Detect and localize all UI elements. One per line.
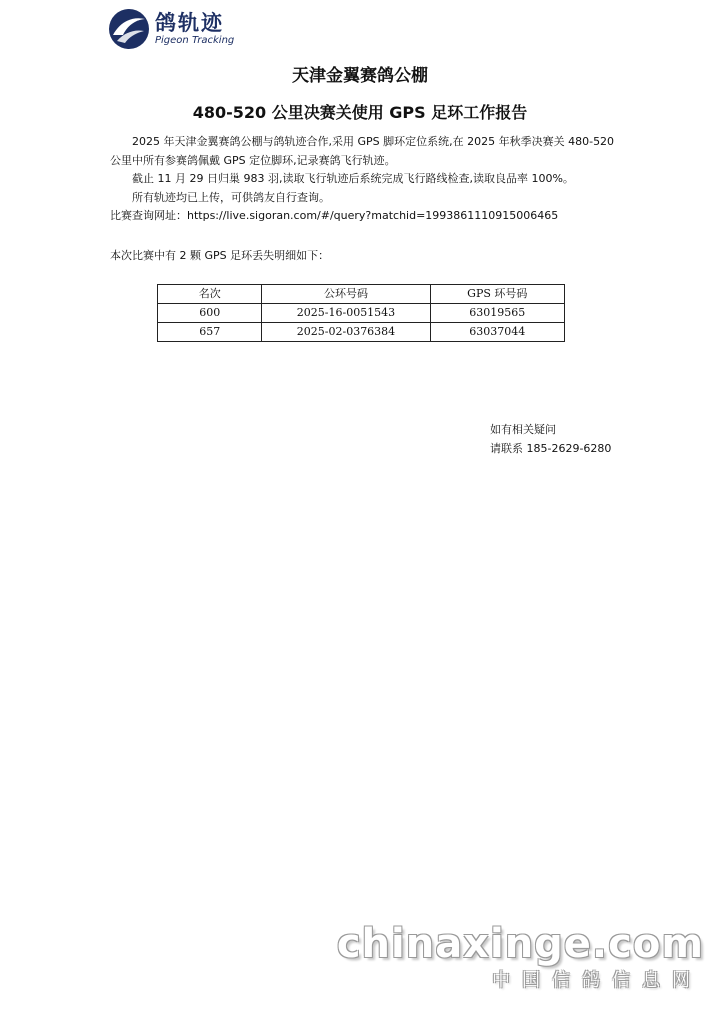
contact-info [490,420,611,458]
contact-question-line: 如有相关疑问 [490,423,556,436]
table-row [158,323,565,342]
cell-rank: 600 [158,304,262,323]
pigeon-tracking-logo-icon [108,8,150,50]
cell-ring-number: 2025-16-0051543 [262,304,430,323]
header-logo [108,8,234,50]
report-title: 480-520 公里决赛关使用 GPS 足环工作报告 [192,103,528,122]
watermark-domain: chinaxinge.com [336,921,704,967]
logo-name-en: Pigeon Tracking [155,35,235,46]
table-row [158,304,565,323]
cell-rank: 657 [158,323,262,342]
watermark-site-name: 中国信鸽信息网 [492,970,702,991]
header-ring-number: 公环号码 [262,285,430,304]
header-gps-number: GPS 环号码 [430,285,564,304]
query-url: 比赛查询网址：https://live.sigoran.com/#/query?matchid=1993861110915006465 [110,209,559,222]
logo-name-cn: 鸽轨迹 [155,11,224,35]
contact-phone-line: 请联系 185-2629-6280 [490,442,612,455]
cell-gps-number: 63019565 [430,304,564,323]
table-header-row [158,285,565,304]
organization-title: 天津金翼赛鸽公棚 [292,66,428,86]
paragraph-cooperation: 2025 年天津金翼赛鸽公棚与鸽轨迹合作,采用 GPS 脚环定位系统,在 2025 年秋季决赛关 480-520 公里中所有参赛鸽佩戴 GPS 定位脚环,记录赛鸽飞行轨迹。 [110,135,615,167]
paragraph-results: 截止 11 月 29 日归巢 983 羽,读取飞行轨迹后系统完成飞行路线检查,读取良品率 100%。 [132,172,574,185]
paragraph-upload: 所有轨迹均已上传，可供鸽友自行查询。 [132,190,330,204]
cell-gps-number: 63037044 [430,323,564,342]
lost-rings-intro: 本次比赛中有 2 颗 GPS 足环丢失明细如下： [110,249,330,262]
lost-gps-ring-table [157,284,565,342]
cell-ring-number: 2025-02-0376384 [262,323,430,342]
report-body [110,133,622,226]
header-rank: 名次 [158,285,262,304]
